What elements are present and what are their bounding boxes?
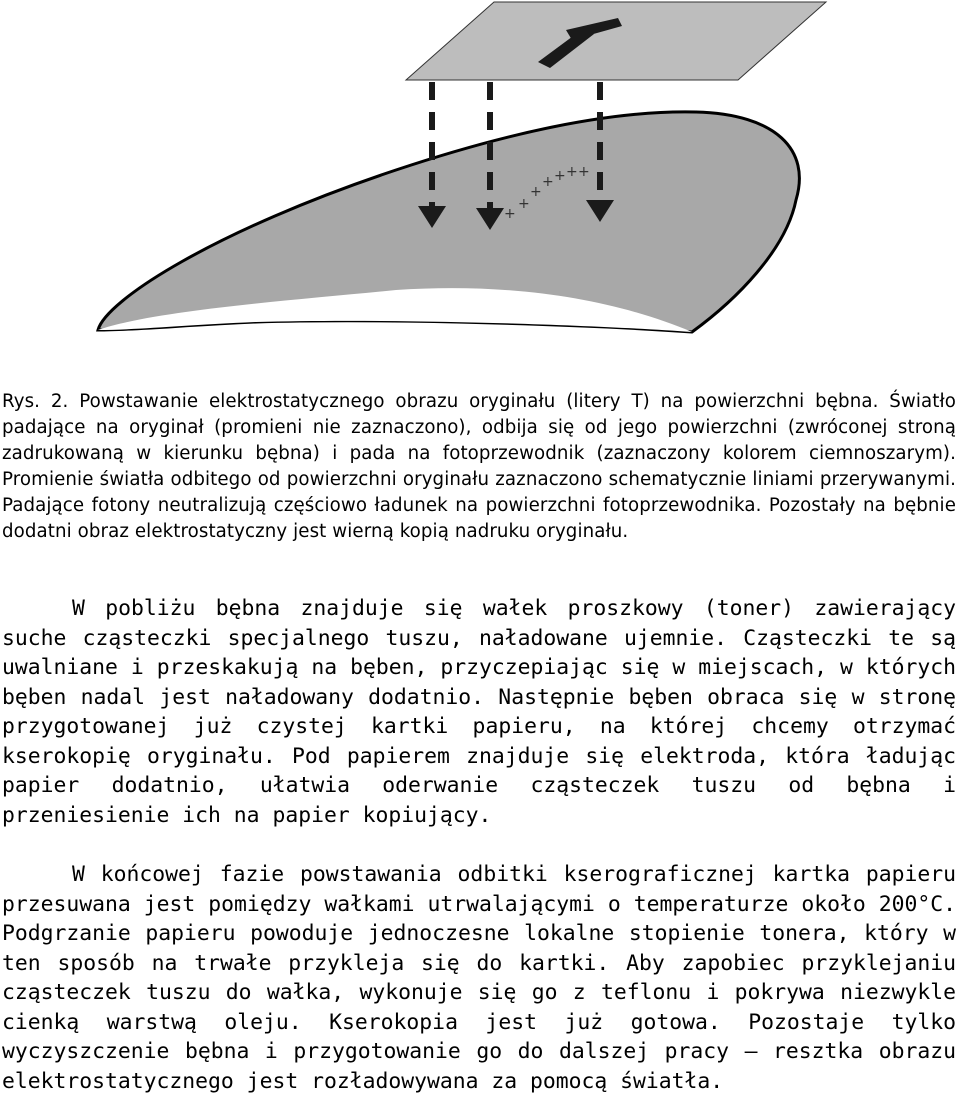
charge-plus: + <box>554 168 566 184</box>
charge-plus: + <box>530 184 542 200</box>
paragraph-fusing: W końcowej fazie powstawania odbitki kserograficznej kartka papieru przesuwana jest pomiędzy wałkami utrwalającymi o temperaturze około 200°C. Podgrzanie papieru powoduje jednoczesne lokalne stopienie tonera, który w ten sposób na trwałe przykleja się do kartki. Aby zapobiec przyklejaniu cząsteczek tuszu do wałka, wykonuje się go z teflonu i pokrywa niezwykle cienką warstwą oleju. Kserokopia jest już gotowa. Pozostaje tylko wyczyszczenie bębna i przygotowanie go do dalszej pracy – resztka obrazu elektrostatycznego jest rozładowywana za pomocą światła. <box>2 862 956 1094</box>
charge-plus: + <box>518 196 530 212</box>
charge-plus: + <box>504 206 516 222</box>
paragraph-toner: W pobliżu bębna znajduje się wałek proszkowy (toner) zawierający suche cząsteczki specjalnego tuszu, naładowane ujemnie. Cząsteczki te są uwalniane i przeskakują na bęben, przyczepiając się w miejscach, w których bęben nadal jest naładowany dodatnio. Następnie bęben obraca się w stronę przygotowanej już czystej kartki papieru, na której chcemy otrzymać kserokopię oryginału. Pod papierem znajduje się elektroda, która ładując papier dodatnio, ułatwia oderwanie cząsteczek tuszu od bębna i przeniesienie ich na papier kopiujący. <box>2 596 956 828</box>
drum-illustration <box>96 0 840 372</box>
figure-caption: Rys. 2. Powstawanie elektrostatycznego obrazu oryginału (litery T) na powierzchni bębna. Światło padające na oryginał (promieni nie zaznaczono), odbija się od jego powierzchni (zwróconej stroną zadrukowaną w kierunku bębna) i pada na fotoprzewodnik (zaznaczony kolorem ciemnoszarym). Promienie światła odbitego od powierzchni oryginału zaznaczono schematycznie liniami przerywanymi. Padające fotony neutralizują częściowo ładunek na powierzchni fotoprzewodnika. Pozostały na bębnie dodatni obraz elektrostatyczny jest wierną kopią nadruku oryginału. <box>2 391 956 542</box>
charge-plus: + <box>578 164 590 180</box>
charge-plus: + <box>542 174 554 190</box>
charge-plus: + <box>566 164 578 180</box>
original-sheet <box>406 2 826 80</box>
